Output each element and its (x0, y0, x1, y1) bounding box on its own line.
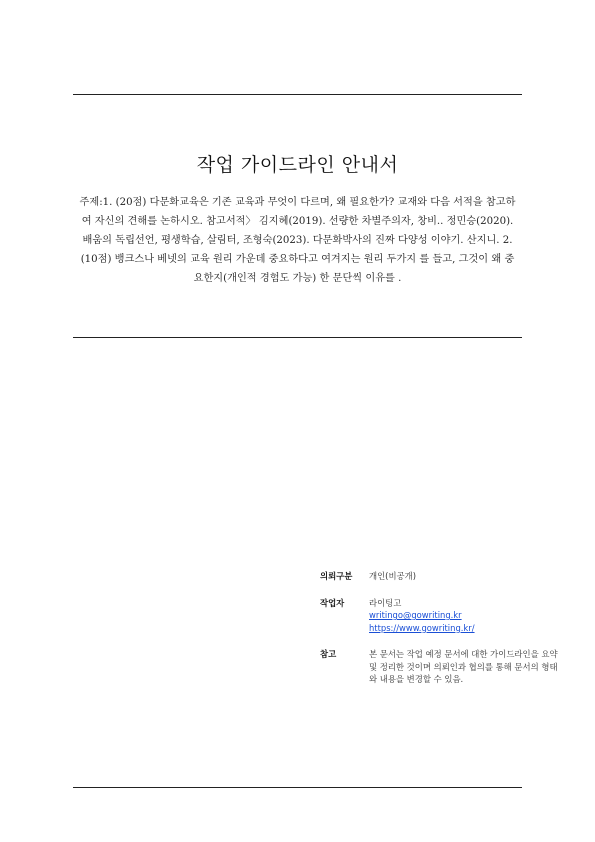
request-type-label: 의뢰구분 (320, 571, 353, 581)
author-label: 작업자 (320, 597, 345, 608)
author-name: 라이팅고 (369, 597, 402, 608)
author-email-link[interactable]: writingo@gowriting.kr (369, 610, 462, 620)
bottom-divider (73, 787, 522, 788)
request-type-row (320, 570, 560, 583)
author-row (320, 597, 560, 635)
document-title: 작업 가이드라인 안내서 (196, 154, 399, 176)
assignment-subject: 주제:1. (20점) 다문화교육은 기존 교육과 무엇이 다르며, 왜 필요한가? 교재와 다음 서적을 참고하여 자신의 견해를 논하시오. 참고서적〉 김지혜(2019). 선량한 차별주의자, 창비.. 정민승(2020). 배움의 독립선언, 평생학습, 살림터, 조형숙(2023). 다문화박사의 진짜 다양성 이야기. 산지니. 2. (10점) 뱅크스나 베넷의 교육 원리 가운데 중요하다고 여겨지는 원리 두가지 를 들고, 그것이 왜 중요한지(개인적 경험도 가능) 한 문단씩 이유를 . (79, 197, 516, 284)
note-row (320, 648, 560, 686)
request-type-value: 개인(비공개) (369, 571, 416, 581)
middle-divider (73, 337, 522, 338)
top-divider (73, 94, 522, 95)
document-meta (320, 570, 560, 700)
author-website-link[interactable]: https://www.gowriting.kr/ (369, 622, 475, 633)
author-info (369, 597, 560, 635)
note-label: 참고 (320, 649, 337, 659)
note-text: 본 문서는 작업 예정 문서에 대한 가이드라인을 요약 및 정리한 것이며 의뢰인과 협의를 통해 문서의 형태와 내용을 변경할 수 있음. (369, 649, 558, 684)
